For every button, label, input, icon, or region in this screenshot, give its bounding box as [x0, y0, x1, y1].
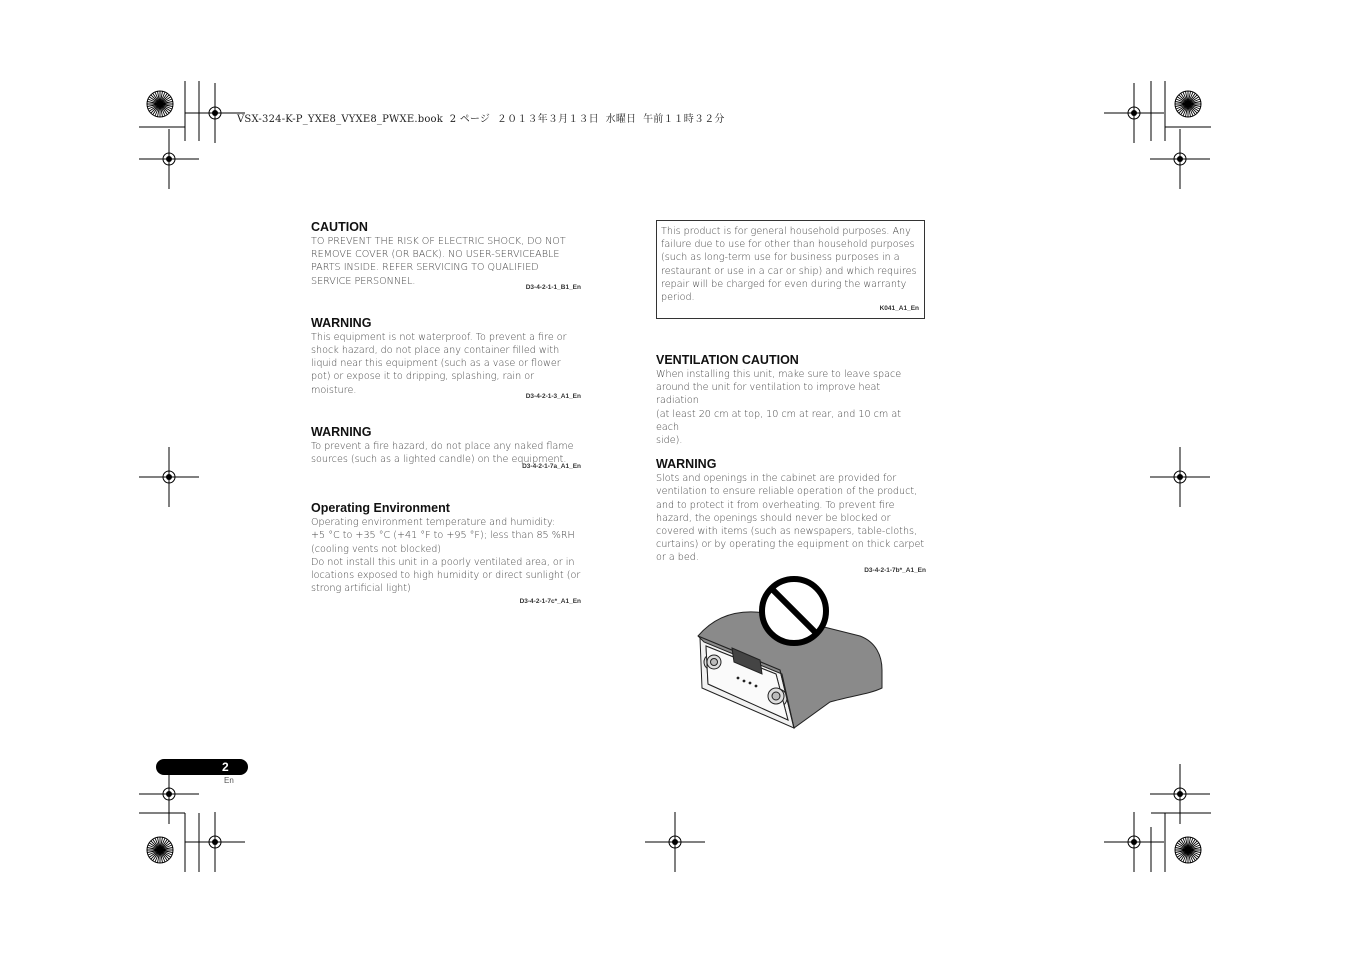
caution-code: D3-4-2-1-1_B1_En	[525, 283, 581, 291]
warning-flame-title: WARNING	[311, 424, 372, 439]
left-column	[311, 220, 581, 606]
operating-environment-code: D3-4-2-1-7c*_A1_En	[519, 598, 581, 606]
household-notice-body: This product is for general household purposes. Any failure due to use for other than household purposes (such as long-term use for business purposes in a restaurant or use in a car or ship) and which requires repair will be charged for even during the warranty period.	[661, 226, 917, 304]
warning-flame-section	[311, 425, 581, 471]
warning-openings-code: D3-4-2-1-7b*_A1_En	[864, 566, 926, 574]
book-file-header: VSX-324-K-P_YXE8_VYXE8_PWXE.book 2 ページ ２０１３年３月１３日 水曜日 午前１１時３２分	[237, 114, 725, 125]
right-column	[656, 353, 926, 575]
warning-water-title: WARNING	[311, 315, 372, 330]
caution-section	[311, 220, 581, 292]
caution-body: TO PREVENT THE RISK OF ELECTRIC SHOCK, DO NOT REMOVE COVER (OR BACK). NO USER-SERVICEABLE PARTS INSIDE. REFER SERVICING TO QUALIFIED SERVICE PERSONNEL.	[311, 236, 566, 287]
page-tab	[156, 759, 248, 775]
warning-water-code: D3-4-2-1-3_A1_En	[525, 392, 581, 400]
warning-openings-section	[656, 457, 926, 574]
ventilation-caution-title: VENTILATION CAUTION	[656, 353, 799, 367]
page-number: 2	[222, 760, 229, 774]
household-notice-code: K041_A1_En	[879, 305, 919, 313]
page-language: En	[224, 776, 234, 785]
warning-flame-body: To prevent a fire hazard, do not place any naked flame sources (such as a lighted candle) on the equipment.	[311, 440, 574, 466]
household-notice-box	[656, 220, 925, 319]
caution-title: CAUTION	[311, 220, 368, 234]
operating-environment-section	[311, 501, 581, 606]
warning-water-body: This equipment is not waterproof. To prevent a fire or shock hazard, do not place any container filled with liquid near this equipment (such as a vase or flower pot) or expose it to dripping, splashing, rain or moisture.	[311, 331, 567, 396]
prohibited-covered-receiver-icon	[690, 570, 890, 735]
warning-openings-body: Slots and openings in the cabinet are provided for ventilation to ensure reliable operation of the product, and to protect it from overheating. To prevent fire hazard, the openings should never be blocked or covered with items (such as newspapers, table-cloths, curtains) or by operating the equipment on thick carpet or a bed.	[656, 473, 925, 564]
warning-openings-title: WARNING	[656, 457, 717, 472]
operating-environment-title: Operating Environment	[311, 501, 450, 516]
ventilation-caution-body: When installing this unit, make sure to leave space around the unit for ventilation to improve heat radiation (at least 20 cm at top, 10 cm at rear, and 10 cm at each side).	[656, 369, 902, 447]
warning-water-section	[311, 316, 581, 401]
operating-environment-body: Operating environment temperature and humidity: +5 °C to +35 °C (+41 °F to +95 °F); less than 85 %RH (cooling vents not blocked) Do not install this unit in a poorly ventilated area, or in locations exposed to high humidity or direct sunlight (or strong artificial light)	[311, 517, 581, 595]
warning-flame-code: D3-4-2-1-7a_A1_En	[522, 463, 581, 471]
ventilation-caution-section	[656, 353, 926, 447]
